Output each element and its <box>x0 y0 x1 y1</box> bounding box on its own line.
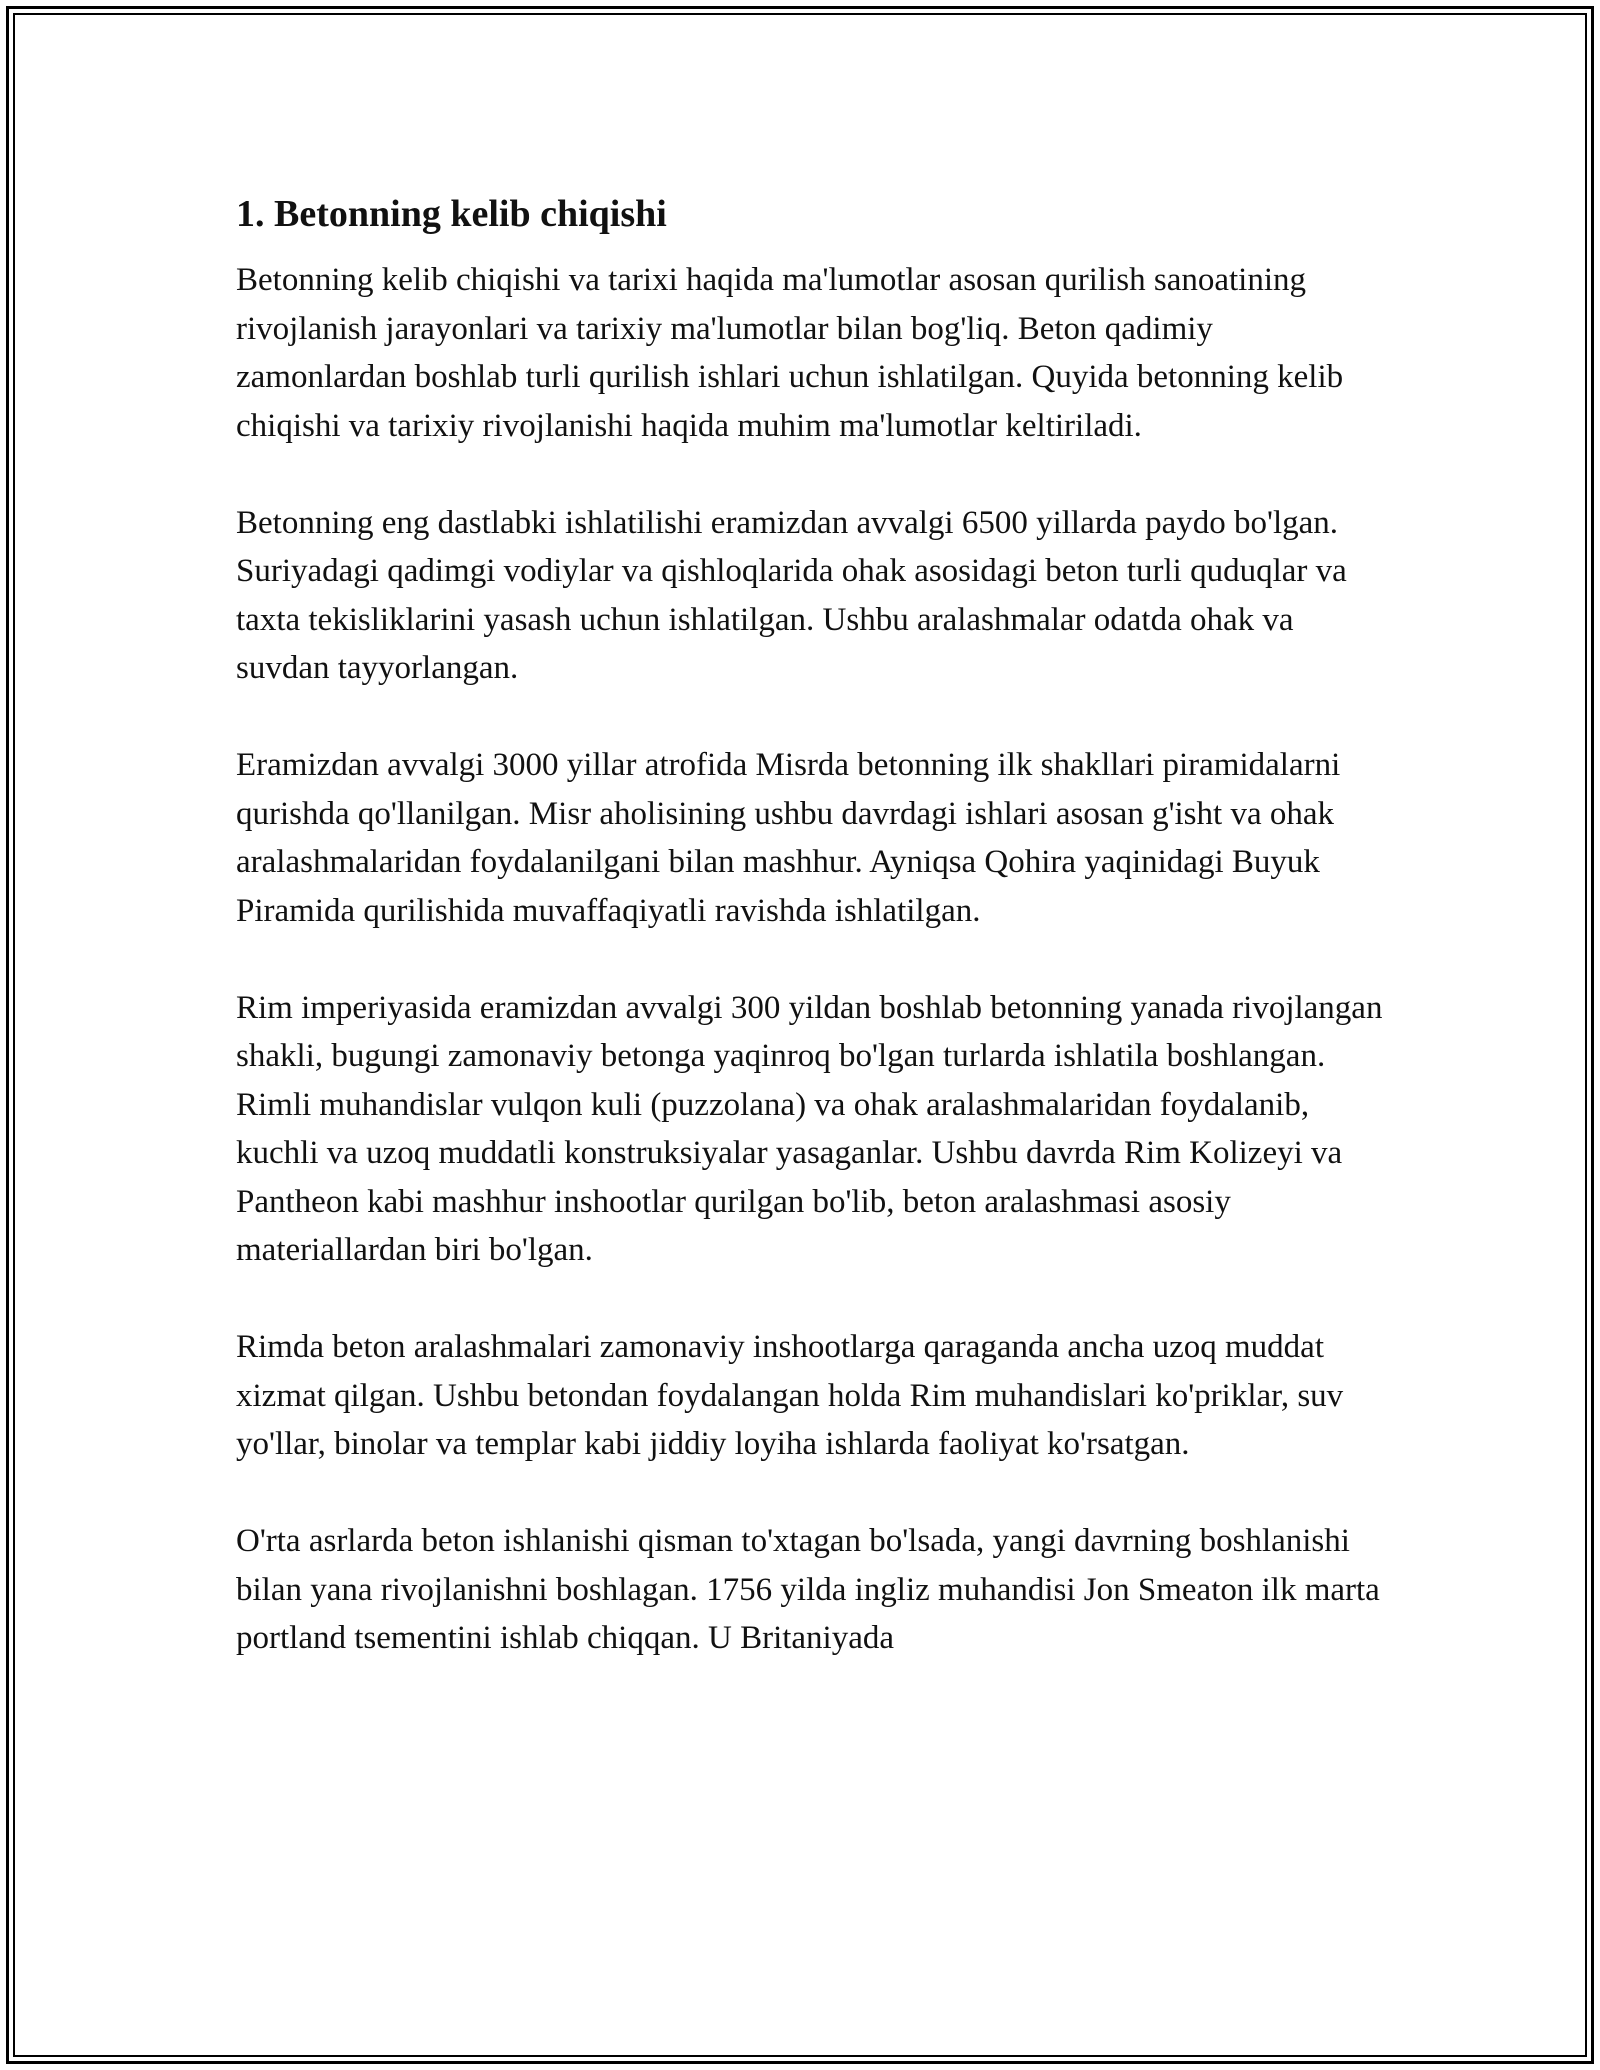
paragraph-rome: Rim imperiyasida eramizdan avvalgi 300 yildan boshlab betonning yanada rivojlangan shakli, bugungi zamonaviy betonga yaqinroq bo'lgan turlarda ishlatila boshlangan. Rimli muhandislar vulqon kuli (puzzolana) va ohak aralashmalaridan foydalanib, kuchli va uzoq muddatli konstruksiyalar yasaganlar. Ushbu davrda Rim Kolizeyi va Pantheon kabi mashhur inshootlar qurilgan bo'lib, beton aralashmasi asosiy materiallardan biri bo'lgan. <box>236 989 1383 1268</box>
paragraph-middle-ages: O'rta asrlarda beton ishlanishi qisman to'xtagan bo'lsada, yangi davrning boshlanishi bilan yana rivojlanishni boshlagan. 1756 yilda ingliz muhandisi Jon Smeaton ilk marta portland tsementini ishlab chiqqan. U Britaniyada <box>236 1523 1380 1656</box>
document-body <box>236 186 1386 1663</box>
section-heading: 1. Betonning kelib chiqishi <box>236 193 667 235</box>
paragraph-rome-durability: Rimda beton aralashmalari zamonaviy inshootlarga qaraganda ancha uzoq muddat xizmat qilgan. Ushbu betondan foydalangan holda Rim muhandislari ko'priklar, suv yo'llar, binolar va templar kabi jiddiy loyiha ishlarda faoliyat ko'rsatgan. <box>236 1329 1344 1462</box>
paragraph-egypt: Eramizdan avvalgi 3000 yillar atrofida Misrda betonning ilk shakllari piramidalarni qurishda qo'llanilgan. Misr aholisining ushbu davrdagi ishlari asosan g'isht va ohak aralashmalaridan foydalanilgani bilan mashhur. Ayniqsa Qohira yaqinidagi Buyuk Piramida qurilishida muvaffaqiyatli ravishda ishlatilgan. <box>236 747 1341 929</box>
paragraph-earliest-use: Betonning eng dastlabki ishlatilishi eramizdan avvalgi 6500 yillarda paydo bo'lgan. Suriyadagi qadimgi vodiylar va qishloqlarida ohak asosidagi beton turli quduqlar va taxta tekisliklarini yasash uchun ishlatilgan. Ushbu aralashmalar odatda ohak va suvdan tayyorlangan. <box>236 504 1347 686</box>
paragraph-intro: Betonning kelib chiqishi va tarixi haqida ma'lumotlar asosan qurilish sanoatining rivojlanish jarayonlari va tarixiy ma'lumotlar bilan bog'liq. Beton qadimiy zamonlardan boshlab turli qurilish ishlari uchun ishlatilgan. Quyida betonning kelib chiqishi va tarixiy rivojlanishi haqida muhim ma'lumotlar keltiriladi. <box>236 262 1344 444</box>
